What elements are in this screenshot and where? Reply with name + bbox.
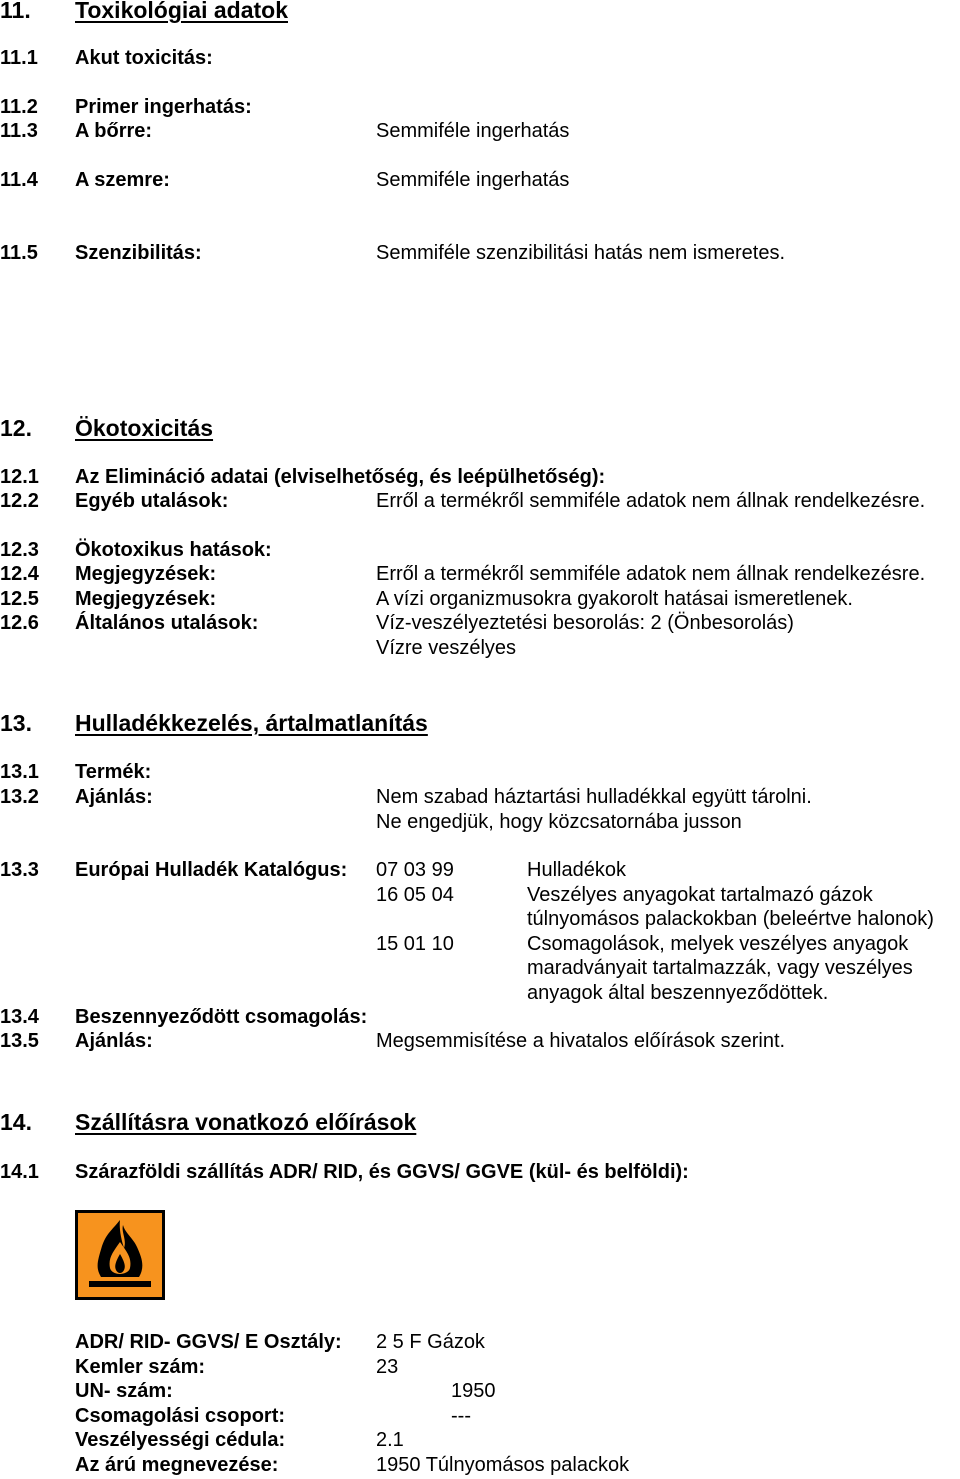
waste-code: 07 03 99 — [376, 859, 454, 881]
row-value: Víz-veszélyeztetési besorolás: 2 (Önbesorolás) — [376, 612, 794, 634]
section-title: Ökotoxicitás — [75, 415, 214, 441]
waste-description: Csomagolások, melyek veszélyes anyagok — [527, 933, 909, 955]
waste-description: maradványait tartalmazzák, vagy veszélyes — [527, 957, 913, 979]
detail-value: 23 — [376, 1356, 399, 1378]
row-number: 13.4 — [0, 1006, 39, 1028]
row-value: Erről a termékről semmiféle adatok nem állnak rendelkezésre. — [376, 490, 926, 512]
row-number: 12.1 — [0, 466, 39, 488]
detail-value: --- — [451, 1405, 471, 1427]
row-label: Az Elimináció adatai (elviselhetőség, és leépülhetőség): — [75, 466, 606, 488]
section-title: Szállításra vonatkozó előírások — [75, 1109, 417, 1135]
row-label: Primer ingerhatás: — [75, 96, 252, 118]
section-number: 11. — [0, 0, 31, 23]
row-label: Általános utalások: — [75, 612, 259, 634]
row-label: Ajánlás: — [75, 1030, 153, 1052]
section-number: 12. — [0, 415, 32, 441]
row-value: Semmiféle ingerhatás — [376, 120, 570, 142]
section-number: 13. — [0, 710, 32, 736]
waste-description: anyagok által beszennyeződöttek. — [527, 982, 829, 1004]
row-value-continued: Vízre veszélyes — [376, 637, 517, 659]
row-value: A vízi organizmusokra gyakorolt hatásai ismeretlenek. — [376, 588, 853, 610]
flame-icon — [75, 1210, 165, 1300]
section-number: 14. — [0, 1109, 32, 1135]
detail-label: Veszélyességi cédula: — [75, 1429, 286, 1451]
row-label: Termék: — [75, 761, 152, 783]
detail-label: ADR/ RID- GGVS/ E Osztály: — [75, 1331, 342, 1353]
detail-label: Csomagolási csoport: — [75, 1405, 286, 1427]
detail-value: 1950 Túlnyomásos palackok — [376, 1454, 630, 1476]
detail-value: 2.1 — [376, 1429, 404, 1451]
detail-value: 2 5 F Gázok — [376, 1331, 485, 1353]
waste-description: túlnyomásos palackokban (beleértve halonok) — [527, 908, 934, 930]
detail-label: Az árú megnevezése: — [75, 1454, 279, 1476]
waste-description: Hulladékok — [527, 859, 626, 881]
row-label: Ajánlás: — [75, 786, 153, 808]
row-label: A bőrre: — [75, 120, 153, 142]
row-number: 12.4 — [0, 563, 39, 585]
row-label: Ökotoxikus hatások: — [75, 539, 272, 561]
row-number: 13.1 — [0, 761, 39, 783]
section-title: Hulladékkezelés, ártalmatlanítás — [75, 710, 428, 736]
row-value: Erről a termékről semmiféle adatok nem állnak rendelkezésre. — [376, 563, 926, 585]
row-value: Megsemmisítése a hivatalos előírások szerint. — [376, 1030, 786, 1052]
row-label: A szemre: — [75, 169, 170, 191]
detail-label: UN- szám: — [75, 1380, 173, 1402]
detail-value: 1950 — [451, 1380, 496, 1402]
row-number: 14.1 — [0, 1161, 39, 1183]
section-title: Toxikológiai adatok — [75, 0, 288, 23]
row-label: Akut toxicitás: — [75, 47, 213, 69]
row-value: Nem szabad háztartási hulladékkal együtt tárolni. — [376, 786, 812, 808]
row-number: 12.6 — [0, 612, 39, 634]
row-number: 13.3 — [0, 859, 39, 881]
row-label: Megjegyzések: — [75, 588, 217, 610]
row-label: Megjegyzések: — [75, 563, 217, 585]
detail-label: Kemler szám: — [75, 1356, 206, 1378]
waste-code: 15 01 10 — [376, 933, 454, 955]
row-number: 11.5 — [0, 242, 38, 264]
row-value: Semmiféle ingerhatás — [376, 169, 570, 191]
waste-description: Veszélyes anyagokat tartalmazó gázok — [527, 884, 873, 906]
row-value-continued: Ne engedjük, hogy közcsatornába jusson — [376, 811, 742, 833]
row-number: 13.2 — [0, 786, 39, 808]
row-value: Semmiféle szenzibilitási hatás nem ismeretes. — [376, 242, 786, 264]
row-number: 11.1 — [0, 47, 38, 69]
row-label: Szenzibilitás: — [75, 242, 202, 264]
row-label: Beszennyeződött csomagolás: — [75, 1006, 368, 1028]
row-number: 11.2 — [0, 96, 38, 118]
row-number: 12.3 — [0, 539, 39, 561]
waste-code: 16 05 04 — [376, 884, 454, 906]
row-label: Európai Hulladék Katalógus: — [75, 859, 348, 881]
row-number: 11.4 — [0, 169, 38, 191]
row-number: 12.5 — [0, 588, 39, 610]
row-label: Szárazföldi szállítás ADR/ RID, és GGVS/ GGVE (kül- és belföldi): — [75, 1161, 689, 1183]
row-label: Egyéb utalások: — [75, 490, 229, 512]
row-number: 12.2 — [0, 490, 39, 512]
row-number: 13.5 — [0, 1030, 39, 1052]
row-number: 11.3 — [0, 120, 38, 142]
